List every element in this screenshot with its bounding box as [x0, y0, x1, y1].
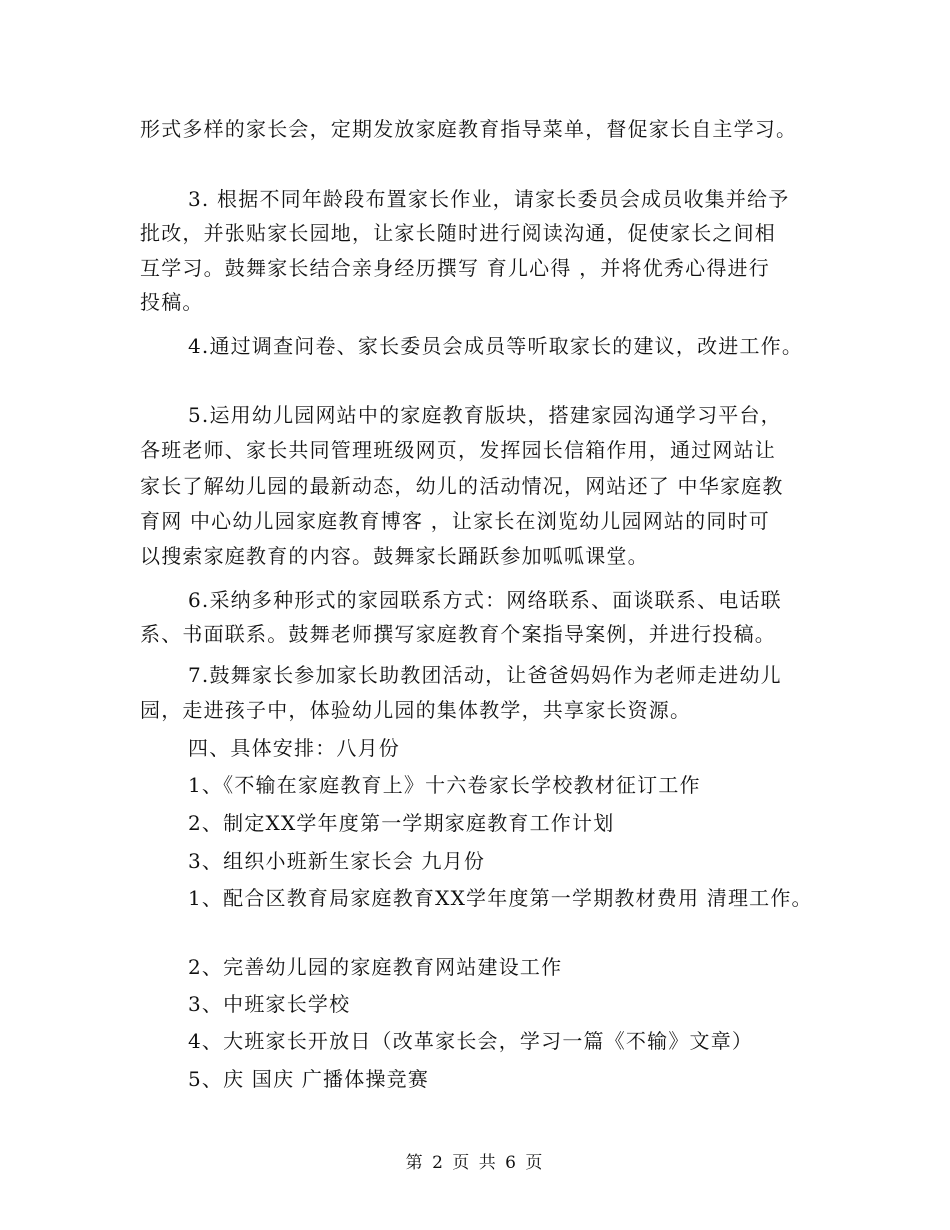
text-line: 5.运用幼儿园网站中的家庭教育版块，搭建家园沟通学习平台， — [188, 403, 782, 427]
text-line: 互学习。鼓舞家长结合亲身经历撰写 育儿心得 ，并将优秀心得进行 — [140, 256, 770, 280]
text-line: 投稿。 — [140, 290, 204, 314]
text-line: 2、制定XX学年度第一学期家庭教育工作计划 — [188, 811, 615, 835]
text-line: 1、配合区教育局家庭教育XX学年度第一学期教材费用 清理工作。 — [188, 886, 813, 910]
text-line: 1、《不输在家庭教育上》十六卷家长学校教材征订工作 — [188, 773, 701, 797]
text-line: 4、大班家长开放日（改革家长会，学习一篇《不输》文章） — [188, 1029, 754, 1053]
text-line: 3、中班家长学校 — [188, 992, 351, 1016]
text-line: 2、完善幼儿园的家庭教育网站建设工作 — [188, 955, 563, 979]
text-line: 5、庆 国庆 广播体操竞赛 — [188, 1067, 430, 1091]
text-line: 园，走进孩子中，体验幼儿园的集体教学，共享家长资源。 — [140, 698, 692, 722]
text-line: 家长了解幼儿园的最新动态，幼儿的活动情况，网站还了 中华家庭教 — [140, 474, 784, 498]
page-number-footer: 第 2 页 共 6 页 — [405, 1153, 545, 1173]
text-line: 以搜索家庭教育的内容。鼓舞家长踊跃参加呱呱课堂。 — [140, 544, 649, 568]
text-line: 四、具体安排：八月份 — [188, 736, 400, 760]
text-line: 形式多样的家长会，定期发放家庭教育指导菜单，督促家长自主学习。 — [140, 117, 798, 141]
text-line: 4.通过调查问卷、家长委员会成员等听取家长的建议，改进工作。 — [188, 334, 804, 358]
text-line: 批改，并张贴家长园地，让家长随时进行阅读沟通，促使家长之间相 — [140, 221, 776, 245]
text-line: 7.鼓舞家长参加家长助教团活动，让爸爸妈妈作为老师走进幼儿 — [188, 663, 782, 687]
text-line: 育网 中心幼儿园家庭教育博客 ，让家长在浏览幼儿园网站的同时可 — [140, 509, 770, 533]
text-line: 3. 根据不同年龄段布置家长作业，请家长委员会成员收集并给予 — [188, 187, 790, 211]
text-line: 各班老师、家长共同管理班级网页，发挥园长信箱作用，通过网站让 — [140, 438, 776, 462]
text-line: 6.采纳多种形式的家园联系方式：网络联系、面谈联系、电话联 — [188, 588, 782, 612]
text-line: 3、组织小班新生家长会 九月份 — [188, 849, 486, 873]
text-line: 系、书面联系。鼓舞老师撰写家庭教育个案指导案例，并进行投稿。 — [140, 622, 776, 646]
